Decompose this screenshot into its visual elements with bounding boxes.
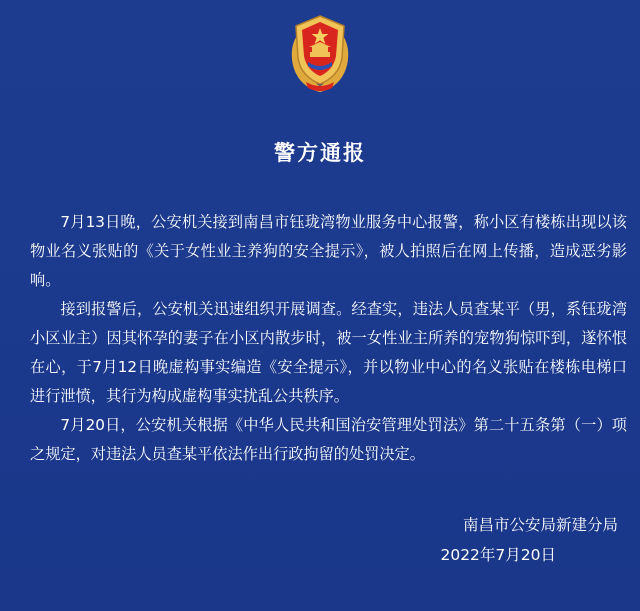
notice-title: 警方通报	[274, 141, 366, 165]
paragraph-investigation: 接到报警后，公安机关迅速组织开展调查。经查实，违法人员查某平（男，系钰珑湾小区业主）因其怀孕的妻子在小区内散步时，被一女性业主所养的宠物狗惊吓到，遂怀恨在心，于7月12日晚虚构事实编造《安全提示》，并以物业中心的名义张贴在楼栋电梯口进行泄愤，其行为构成虚构事实扰乱公共秩序。	[30, 300, 627, 405]
signature-block	[440, 510, 618, 570]
issuing-organization: 南昌市公安局新建分局	[462, 516, 618, 534]
paragraph-incident: 7月13日晚，公安机关接到南昌市钰珑湾物业服务中心报警，称小区有楼栋出现以该物业名义张贴的《关于女性业主养狗的安全提示》，被人拍照后在网上传播，造成恶劣影响。	[30, 213, 627, 289]
paragraph-decision: 7月20日，公安机关根据《中华人民共和国治安管理处罚法》第二十五条第（一）项之规定，对违法人员查某平依法作出行政拘留的处罚决定。	[30, 416, 627, 463]
issue-date: 2022年7月20日	[440, 546, 556, 564]
notice-body	[30, 208, 627, 469]
police-emblem-icon	[284, 10, 356, 96]
